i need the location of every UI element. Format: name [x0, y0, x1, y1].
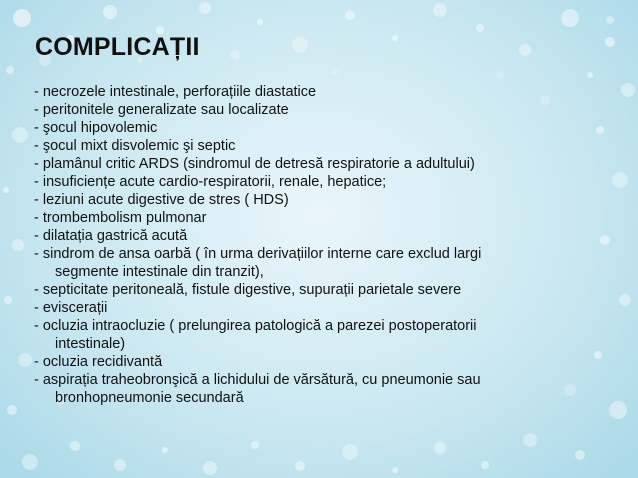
list-item	[34, 191, 614, 209]
list-item-text: - aspirația traheobronşică a lichidului de vărsătură, cu pneumonie sau	[34, 372, 481, 388]
list-item	[34, 173, 614, 191]
list-item-text: - necrozele intestinale, perforațiile diastatice	[34, 84, 317, 100]
list-item-text: - plamânul critic ARDS (sindromul de detresă respiratorie a adultului)	[34, 156, 475, 172]
list-item	[34, 209, 614, 227]
list-item-text: - ocluzia recidivantă	[34, 354, 163, 370]
list-item	[34, 101, 614, 119]
list-item-text: - şocul hipovolemic	[34, 120, 158, 136]
list-item	[34, 83, 614, 101]
list-item-text: - leziuni acute digestive de stres ( HDS)	[34, 192, 289, 208]
list-item-text: - sindrom de ansa oarbă ( în urma derivațiilor interne care exclud largi	[34, 246, 482, 262]
list-item	[34, 155, 614, 173]
list-item-text: - septicitate peritoneală, fistule digestive, supurații parietale severe	[34, 282, 462, 298]
list-item-text: - dilatația gastrică acută	[34, 228, 188, 244]
list-item-continuation: bronhopneumonie secundară	[55, 390, 244, 406]
list-item	[34, 281, 614, 299]
list-item-text: - peritonitele generalizate sau localizate	[34, 102, 289, 118]
slide-title: COMPLICAȚII	[35, 33, 200, 61]
list-item	[34, 227, 614, 245]
list-item-text: - insuficiențe acute cardio-respiratorii, renale, hepatice;	[34, 174, 387, 190]
list-item-continuation: segmente intestinale din tranzit),	[55, 264, 264, 280]
list-item-text: - eviscerații	[34, 300, 108, 316]
list-item-continuation: intestinale)	[55, 336, 126, 352]
list-item	[34, 371, 614, 407]
list-item	[34, 299, 614, 317]
list-item	[34, 137, 614, 155]
list-item-text: - şocul mixt disvolemic şi septic	[34, 138, 236, 154]
complications-list	[34, 83, 614, 407]
list-item-text: - ocluzia intraocluzie ( prelungirea patologică a parezei postoperatorii	[34, 318, 477, 334]
list-item	[34, 245, 614, 281]
list-item	[34, 353, 614, 371]
list-item	[34, 317, 614, 353]
list-item-text: - trombembolism pulmonar	[34, 210, 207, 226]
list-item	[34, 119, 614, 137]
